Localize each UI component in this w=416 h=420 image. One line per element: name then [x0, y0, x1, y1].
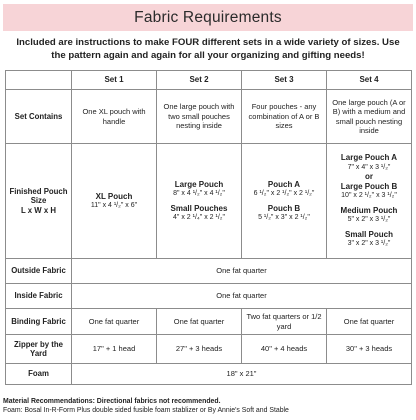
row-binding-fabric	[6, 309, 412, 335]
binding-fabric-3: Two fat quarters or 1/2 yard	[242, 309, 327, 335]
zipper-2: 27" + 3 heads	[157, 335, 242, 364]
set-contains-3: Four pouches - any combination of A or B sizes	[242, 90, 327, 144]
label-binding-fabric: Binding Fabric	[6, 309, 72, 335]
inside-fabric-value: One fat quarter	[72, 284, 412, 309]
foam-value: 18" x 21"	[72, 364, 412, 385]
label-zipper-line1: Zipper by the	[14, 339, 63, 349]
set4-large-a-dims: 7" x 4" x 3 ¹/₂"	[347, 163, 391, 171]
row-finished-size	[6, 144, 412, 259]
label-finished-size	[6, 144, 72, 259]
row-zipper	[6, 335, 412, 364]
row-set-contains	[6, 90, 412, 144]
label-zipper	[6, 335, 72, 364]
set4-medium-name: Medium Pouch	[340, 205, 398, 215]
set4-medium-dims: 5" x 2" x 3 ¹/₂"	[347, 216, 391, 224]
zipper-4: 30" + 3 heads	[327, 335, 412, 364]
set4-large-a-name: Large Pouch A	[340, 153, 398, 163]
label-set-contains: Set Contains	[6, 90, 72, 144]
set2-large-dims: 8" x 4 ¹/₂" x 4 ¹/₂"	[173, 190, 225, 197]
binding-fabric-4: One fat quarter	[327, 309, 412, 335]
zipper-1: 17" + 1 head	[72, 335, 157, 364]
header-set-3: Set 3	[242, 71, 327, 90]
title-banner	[3, 4, 413, 31]
label-finished-size-line3: L x W x H	[21, 205, 56, 215]
intro-text: Included are instructions to make FOUR different sets in a wide variety of sizes. Use the pattern again and again for all your organizing and gifting needs!	[16, 37, 400, 61]
row-outside-fabric	[6, 259, 412, 284]
binding-fabric-1: One fat quarter	[72, 309, 157, 335]
set2-small-dims: 4" x 2 ¹/₄" x 2 ¹/₂"	[173, 214, 225, 221]
header-row	[6, 71, 412, 90]
label-finished-size-line1: Finished Pouch	[9, 186, 68, 196]
zipper-3: 40" + 4 heads	[242, 335, 327, 364]
set1-pouch-name: XL Pouch	[95, 191, 133, 201]
finished-size-3	[242, 144, 327, 259]
header-set-1: Set 1	[72, 71, 157, 90]
row-inside-fabric	[6, 284, 412, 309]
header-set-4: Set 4	[327, 71, 412, 90]
label-foam: Foam	[6, 364, 72, 385]
set4-large-b-name: Large Pouch B	[340, 181, 398, 191]
label-outside-fabric: Outside Fabric	[6, 259, 72, 284]
set4-large-b-dims: 10" x 2 ¹/₂" x 3 ¹/₂"	[341, 192, 397, 200]
finished-size-2	[157, 144, 242, 259]
set3-b-name: Pouch B	[267, 203, 301, 213]
set4-or: or	[365, 172, 373, 182]
label-finished-size-line2: Size	[30, 196, 47, 206]
set-contains-4: One large pouch (A or B) with a medium and small pouch nesting inside	[327, 90, 412, 144]
set2-small-name: Small Pouches	[170, 203, 228, 213]
header-empty	[6, 71, 72, 90]
label-inside-fabric: Inside Fabric	[6, 284, 72, 309]
set3-a-dims: 6 ¹/₂" x 2 ¹/₂" x 2 ¹/₂"	[253, 190, 315, 197]
set3-a-name: Pouch A	[267, 179, 301, 189]
set3-b-dims: 5 ¹/₂" x 3" x 2 ¹/₂"	[258, 214, 310, 221]
finished-size-4	[327, 144, 412, 259]
outside-fabric-value: One fat quarter	[72, 259, 412, 284]
header-set-2: Set 2	[157, 71, 242, 90]
page-title: Fabric Requirements	[134, 8, 282, 26]
material-notes	[3, 397, 415, 415]
set4-small-dims: 3" x 2" x 3 ¹/₂"	[347, 240, 391, 248]
set4-small-name: Small Pouch	[344, 229, 393, 239]
foam-recommendation: Foam: Bosal In-R-Form Plus double sided fusible foam stablizer or By Annie's Soft and Stable	[3, 407, 289, 414]
fabric-requirements-table	[5, 70, 412, 385]
binding-fabric-2: One fat quarter	[157, 309, 242, 335]
set1-pouch-dims: 11" x 4 ¹/₂" x 6"	[90, 202, 138, 209]
set-contains-2: One large pouch with two small pouches nesting inside	[157, 90, 242, 144]
material-recommendations: Material Recommendations: Directional fabrics not recommended.	[3, 398, 221, 405]
set2-large-name: Large Pouch	[174, 179, 224, 189]
set-contains-1: One XL pouch with handle	[72, 90, 157, 144]
label-zipper-line2: Yard	[30, 349, 47, 358]
row-foam	[6, 364, 412, 385]
finished-size-1	[72, 144, 157, 259]
